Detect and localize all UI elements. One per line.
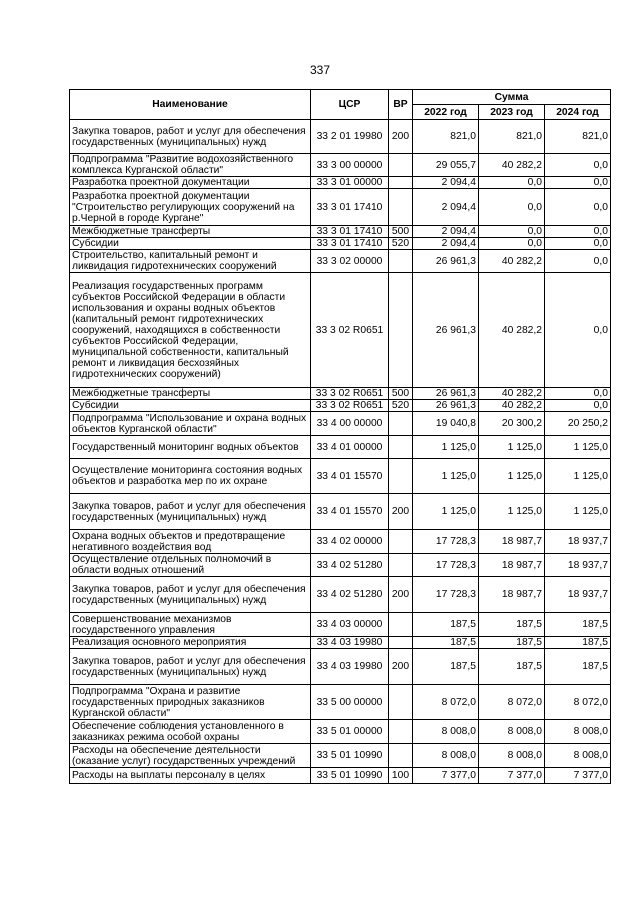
row-value-2023: 1 125,0 <box>479 494 545 530</box>
row-vr: 200 <box>389 649 413 685</box>
row-value-2024: 0,0 <box>545 177 611 189</box>
row-value-2024: 0,0 <box>545 154 611 177</box>
row-value-2022: 26 961,3 <box>413 250 479 273</box>
header-year-2022: 2022 год <box>413 105 479 120</box>
row-value-2023: 8 008,0 <box>479 744 545 768</box>
row-vr <box>389 720 413 744</box>
row-csr: 33 3 01 00000 <box>311 177 389 189</box>
table-row <box>70 273 611 388</box>
row-value-2024: 0,0 <box>545 189 611 226</box>
row-value-2023: 187,5 <box>479 649 545 685</box>
row-value-2023: 0,0 <box>479 226 545 238</box>
row-value-2023: 20 300,2 <box>479 412 545 436</box>
row-value-2023: 187,5 <box>479 637 545 649</box>
row-value-2024: 7 377,0 <box>545 768 611 784</box>
row-value-2024: 0,0 <box>545 226 611 238</box>
row-vr <box>389 154 413 177</box>
row-value-2024: 0,0 <box>545 250 611 273</box>
table-row <box>70 177 611 189</box>
row-value-2023: 187,5 <box>479 613 545 637</box>
row-vr: 500 <box>389 226 413 238</box>
row-name: Осуществление мониторинга состояния водных объектов и разработка мер по их охране <box>70 459 311 494</box>
row-value-2022: 187,5 <box>413 613 479 637</box>
table-row <box>70 554 611 577</box>
row-name: Обеспечение соблюдения установленного в заказниках режима особой охраны <box>70 720 311 744</box>
header-year-2023: 2023 год <box>479 105 545 120</box>
row-vr <box>389 613 413 637</box>
row-value-2022: 2 094,4 <box>413 177 479 189</box>
row-csr: 33 3 01 17410 <box>311 226 389 238</box>
header-name: Наименование <box>70 90 311 120</box>
row-csr: 33 4 03 19980 <box>311 637 389 649</box>
row-vr <box>389 412 413 436</box>
row-vr <box>389 250 413 273</box>
row-value-2022: 26 961,3 <box>413 400 479 412</box>
row-vr <box>389 436 413 459</box>
row-value-2023: 18 987,7 <box>479 530 545 554</box>
header-sum: Сумма <box>413 90 611 105</box>
row-value-2024: 18 937,7 <box>545 577 611 613</box>
row-value-2023: 8 072,0 <box>479 685 545 720</box>
row-value-2023: 0,0 <box>479 189 545 226</box>
row-vr: 520 <box>389 238 413 250</box>
header-vr: ВР <box>389 90 413 120</box>
row-vr <box>389 273 413 388</box>
row-value-2022: 1 125,0 <box>413 459 479 494</box>
row-vr <box>389 530 413 554</box>
row-name: Межбюджетные трансферты <box>70 388 311 400</box>
row-value-2024: 18 937,7 <box>545 554 611 577</box>
row-value-2024: 8 008,0 <box>545 720 611 744</box>
row-value-2024: 1 125,0 <box>545 459 611 494</box>
row-name: Реализация основного мероприятия <box>70 637 311 649</box>
row-name: Закупка товаров, работ и услуг для обеспечения государственных (муниципальных) нужд <box>70 577 311 613</box>
table-row <box>70 768 611 784</box>
row-value-2024: 8 008,0 <box>545 744 611 768</box>
row-value-2022: 2 094,4 <box>413 238 479 250</box>
row-value-2023: 40 282,2 <box>479 250 545 273</box>
row-name: Субсидии <box>70 400 311 412</box>
row-value-2022: 821,0 <box>413 120 479 154</box>
row-csr: 33 4 02 51280 <box>311 577 389 613</box>
header-csr: ЦСР <box>311 90 389 120</box>
row-value-2024: 20 250,2 <box>545 412 611 436</box>
row-csr: 33 4 01 00000 <box>311 436 389 459</box>
row-value-2022: 187,5 <box>413 637 479 649</box>
row-name: Совершенствование механизмов государственного управления <box>70 613 311 637</box>
row-vr: 200 <box>389 577 413 613</box>
table-row <box>70 459 611 494</box>
row-value-2022: 17 728,3 <box>413 577 479 613</box>
row-vr <box>389 554 413 577</box>
row-value-2022: 8 072,0 <box>413 685 479 720</box>
row-value-2023: 0,0 <box>479 177 545 189</box>
row-csr: 33 3 02 R0651 <box>311 273 389 388</box>
row-vr: 200 <box>389 120 413 154</box>
table-row <box>70 744 611 768</box>
row-vr: 500 <box>389 388 413 400</box>
row-value-2022: 8 008,0 <box>413 720 479 744</box>
row-vr: 100 <box>389 768 413 784</box>
row-value-2024: 1 125,0 <box>545 436 611 459</box>
row-csr: 33 4 01 15570 <box>311 459 389 494</box>
row-name: Субсидии <box>70 238 311 250</box>
row-value-2024: 821,0 <box>545 120 611 154</box>
table-row <box>70 154 611 177</box>
table-row <box>70 226 611 238</box>
table-row <box>70 120 611 154</box>
row-vr <box>389 459 413 494</box>
table-row <box>70 412 611 436</box>
row-csr: 33 4 00 00000 <box>311 412 389 436</box>
row-vr: 200 <box>389 494 413 530</box>
row-csr: 33 4 03 00000 <box>311 613 389 637</box>
row-csr: 33 4 02 00000 <box>311 530 389 554</box>
row-name: Разработка проектной документации <box>70 177 311 189</box>
row-value-2023: 18 987,7 <box>479 554 545 577</box>
row-name: Разработка проектной документации "Строительство регулирующих сооружений на р.Черной в городе Кургане" <box>70 189 311 226</box>
row-value-2022: 26 961,3 <box>413 273 479 388</box>
row-value-2024: 187,5 <box>545 637 611 649</box>
row-value-2023: 1 125,0 <box>479 436 545 459</box>
row-value-2023: 40 282,2 <box>479 154 545 177</box>
row-value-2022: 19 040,8 <box>413 412 479 436</box>
row-vr <box>389 189 413 226</box>
row-name: Подпрограмма "Развитие водохозяйственного комплекса Курганской области" <box>70 154 311 177</box>
row-csr: 33 3 02 R0651 <box>311 400 389 412</box>
row-value-2024: 8 072,0 <box>545 685 611 720</box>
row-name: Государственный мониторинг водных объектов <box>70 436 311 459</box>
row-value-2022: 1 125,0 <box>413 436 479 459</box>
row-value-2024: 0,0 <box>545 273 611 388</box>
row-vr <box>389 744 413 768</box>
row-vr <box>389 685 413 720</box>
row-csr: 33 5 01 00000 <box>311 720 389 744</box>
header-year-2024: 2024 год <box>545 105 611 120</box>
row-name: Закупка товаров, работ и услуг для обеспечения государственных (муниципальных) нужд <box>70 494 311 530</box>
row-value-2023: 40 282,2 <box>479 388 545 400</box>
row-vr <box>389 177 413 189</box>
row-value-2023: 0,0 <box>479 238 545 250</box>
row-vr: 520 <box>389 400 413 412</box>
row-value-2023: 1 125,0 <box>479 459 545 494</box>
row-value-2024: 187,5 <box>545 649 611 685</box>
row-value-2022: 2 094,4 <box>413 226 479 238</box>
row-value-2022: 8 008,0 <box>413 744 479 768</box>
row-name: Строительство, капитальный ремонт и ликвидация гидротехнических сооружений <box>70 250 311 273</box>
row-csr: 33 5 01 10990 <box>311 744 389 768</box>
row-value-2023: 821,0 <box>479 120 545 154</box>
row-vr <box>389 637 413 649</box>
row-value-2023: 40 282,2 <box>479 400 545 412</box>
table-row <box>70 613 611 637</box>
row-value-2024: 1 125,0 <box>545 494 611 530</box>
table-row <box>70 250 611 273</box>
table-row <box>70 238 611 250</box>
table-row <box>70 637 611 649</box>
row-csr: 33 5 00 00000 <box>311 685 389 720</box>
row-csr: 33 4 01 15570 <box>311 494 389 530</box>
table-row <box>70 577 611 613</box>
budget-table <box>69 89 611 784</box>
row-value-2022: 29 055,7 <box>413 154 479 177</box>
row-csr: 33 3 00 00000 <box>311 154 389 177</box>
row-name: Расходы на выплаты персоналу в целях <box>70 768 311 784</box>
row-csr: 33 4 03 19980 <box>311 649 389 685</box>
row-csr: 33 4 02 51280 <box>311 554 389 577</box>
table-body <box>70 120 611 784</box>
row-value-2023: 40 282,2 <box>479 273 545 388</box>
table-row <box>70 388 611 400</box>
row-value-2024: 0,0 <box>545 388 611 400</box>
table-row <box>70 649 611 685</box>
row-value-2022: 187,5 <box>413 649 479 685</box>
row-value-2024: 0,0 <box>545 238 611 250</box>
row-csr: 33 3 02 R0651 <box>311 388 389 400</box>
row-value-2023: 7 377,0 <box>479 768 545 784</box>
table-row <box>70 189 611 226</box>
row-csr: 33 2 01 19980 <box>311 120 389 154</box>
row-value-2024: 18 937,7 <box>545 530 611 554</box>
row-name: Подпрограмма "Использование и охрана водных объектов Курганской области" <box>70 412 311 436</box>
table-row <box>70 530 611 554</box>
row-value-2022: 1 125,0 <box>413 494 479 530</box>
row-value-2024: 0,0 <box>545 400 611 412</box>
row-name: Подпрограмма "Охрана и развитие государственных природных заказников Курганской области" <box>70 685 311 720</box>
row-name: Реализация государственных программ субъектов Российской Федерации в области использования и охраны водных объектов (капитальный ремонт гидротехнических сооружений, находящихся в собственности субъектов Российской Федерации, муниципальной собственности, капитальный ремонт и ликвидация бесхозяйных гидротехнических сооружений) <box>70 273 311 388</box>
page-number: 337 <box>309 63 331 77</box>
row-value-2023: 8 008,0 <box>479 720 545 744</box>
row-csr: 33 3 02 00000 <box>311 250 389 273</box>
row-value-2023: 18 987,7 <box>479 577 545 613</box>
row-name: Расходы на обеспечение деятельности (оказание услуг) государственных учреждений <box>70 744 311 768</box>
row-name: Межбюджетные трансферты <box>70 226 311 238</box>
table-row <box>70 436 611 459</box>
row-value-2022: 2 094,4 <box>413 189 479 226</box>
row-csr: 33 3 01 17410 <box>311 189 389 226</box>
table-row <box>70 720 611 744</box>
row-csr: 33 5 01 10990 <box>311 768 389 784</box>
table-row <box>70 494 611 530</box>
row-name: Закупка товаров, работ и услуг для обеспечения государственных (муниципальных) нужд <box>70 649 311 685</box>
row-name: Осуществление отдельных полномочий в области водных отношений <box>70 554 311 577</box>
row-value-2022: 26 961,3 <box>413 388 479 400</box>
row-value-2022: 17 728,3 <box>413 554 479 577</box>
row-csr: 33 3 01 17410 <box>311 238 389 250</box>
table-row <box>70 685 611 720</box>
table-row <box>70 400 611 412</box>
row-value-2022: 17 728,3 <box>413 530 479 554</box>
row-value-2022: 7 377,0 <box>413 768 479 784</box>
row-value-2024: 187,5 <box>545 613 611 637</box>
row-name: Закупка товаров, работ и услуг для обеспечения государственных (муниципальных) нужд <box>70 120 311 154</box>
row-name: Охрана водных объектов и предотвращение негативного воздействия вод <box>70 530 311 554</box>
